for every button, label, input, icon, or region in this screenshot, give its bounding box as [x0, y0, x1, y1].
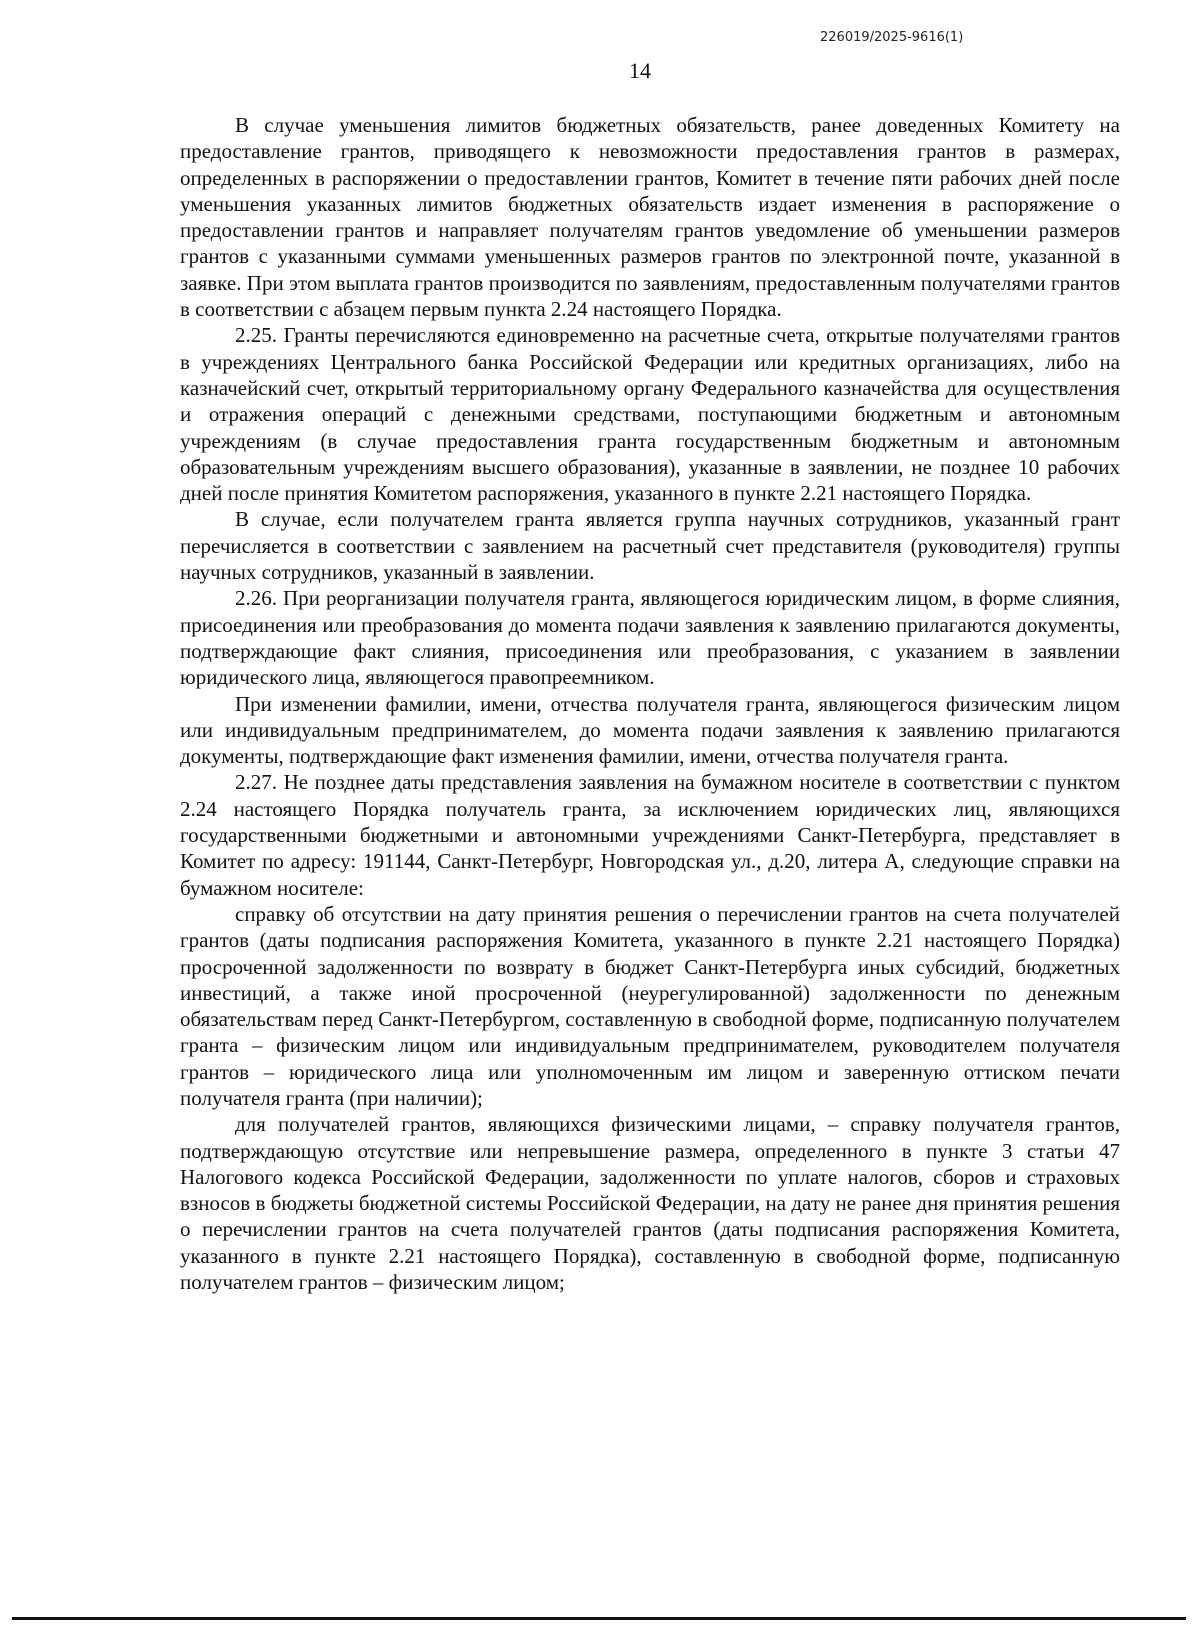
- page-number: 14: [629, 58, 651, 83]
- paragraph-tax-certificate: для получателей грантов, являющихся физическими лицами, – справку получателя грантов, подтверждающую отсутствие или непревышение размера, определенного в пункте 3 статьи 47 Налогового кодекса Российской Федерации, задолженности по уплате налогов, сборов и страховых взносов в бюджеты бюджетной системы Российской Федерации, на дату не ранее дня принятия решения о перечислении грантов на счета получателей грантов (даты подписания распоряжения Комитета, указанного в пункте 2.21 настоящего Порядка), составленную в свободной форме, подписанную получателем грантов – физическим лицом;: [180, 1112, 1120, 1295]
- paragraph-2-27: 2.27. Не позднее даты представления заявления на бумажном носителе в соответствии с пунктом 2.24 настоящего Порядка получатель гранта, за исключением юридических лиц, являющихся государственными бюджетными и автономными учреждениями Санкт-Петербурга, представляет в Комитет по адресу: 191144, Санкт-Петербург, Новгородская ул., д.20, литера А, следующие справки на бумажном носителе:: [180, 770, 1120, 900]
- scan-bottom-edge: [12, 1617, 1186, 1620]
- paragraph-2-26: 2.26. При реорганизации получателя гранта, являющегося юридическим лицом, в форме слияния, присоединения или преобразования до момента подачи заявления к заявлению прилагаются документы, подтверждающие факт слияния, присоединения или преобразования, с указанием в заявлении юридического лица, являющегося правопреемником.: [180, 586, 1120, 690]
- document-registration-number: 226019/2025-9616(1): [820, 30, 964, 45]
- paragraph-2-25: 2.25. Гранты перечисляются единовременно на расчетные счета, открытые получателями грантов в учреждениях Центрального банка Российской Федерации или кредитных организациях, либо на казначейский счет, открытый территориальному органу Федерального казначейства для осуществления и отражения операций с денежными средствами, поступающими бюджетным и автономным учреждениям (в случае предоставления гранта государственным бюджетным и автономным образовательным учреждениям высшего образования), указанные в заявлении, не позднее 10 рабочих дней после принятия Комитетом распоряжения, указанного в пункте 2.21 настоящего Порядка.: [180, 323, 1120, 506]
- document-body: [180, 112, 1120, 1295]
- paragraph-research-group: В случае, если получателем гранта является группа научных сотрудников, указанный грант перечисляется в соответствии с заявлением на расчетный счет представителя (руководителя) группы научных сотрудников, указанный в заявлении.: [180, 507, 1120, 585]
- paragraph-limits-reduction: В случае уменьшения лимитов бюджетных обязательств, ранее доведенных Комитету на предоставление грантов, приводящего к невозможности предоставления грантов в размерах, определенных в распоряжении о предоставлении грантов, Комитет в течение пяти рабочих дней после уменьшения указанных лимитов бюджетных обязательств издает изменения в распоряжение о предоставлении грантов и направляет получателям грантов уведомление об уменьшении размеров грантов с указанными суммами уменьшенных размеров грантов по электронной почте, указанной в заявке. При этом выплата грантов производится по заявлениям, предоставленным получателями грантов в соответствии с абзацем первым пункта 2.24 настоящего Порядка.: [180, 113, 1120, 322]
- paragraph-debt-certificate: справку об отсутствии на дату принятия решения о перечислении грантов на счета получателей грантов (даты подписания распоряжения Комитета, указанного в пункте 2.21 настоящего Порядка) просроченной задолженности по возврату в бюджет Санкт-Петербурга иных субсидий, бюджетных инвестиций, а также иной просроченной (неурегулированной) задолженности по денежным обязательствам перед Санкт-Петербургом, составленную в свободной форме, подписанную получателем гранта – физическим лицом или индивидуальным предпринимателем, руководителем получателя грантов – юридического лица или уполномоченным им лицом и заверенную оттиском печати получателя гранта (при наличии);: [180, 901, 1120, 1110]
- paragraph-name-change: При изменении фамилии, имени, отчества получателя гранта, являющегося физическим лицом или индивидуальным предпринимателем, до момента подачи заявления к заявлению прилагаются документы, подтверждающие факт изменения фамилии, имени, отчества получателя гранта.: [180, 691, 1120, 769]
